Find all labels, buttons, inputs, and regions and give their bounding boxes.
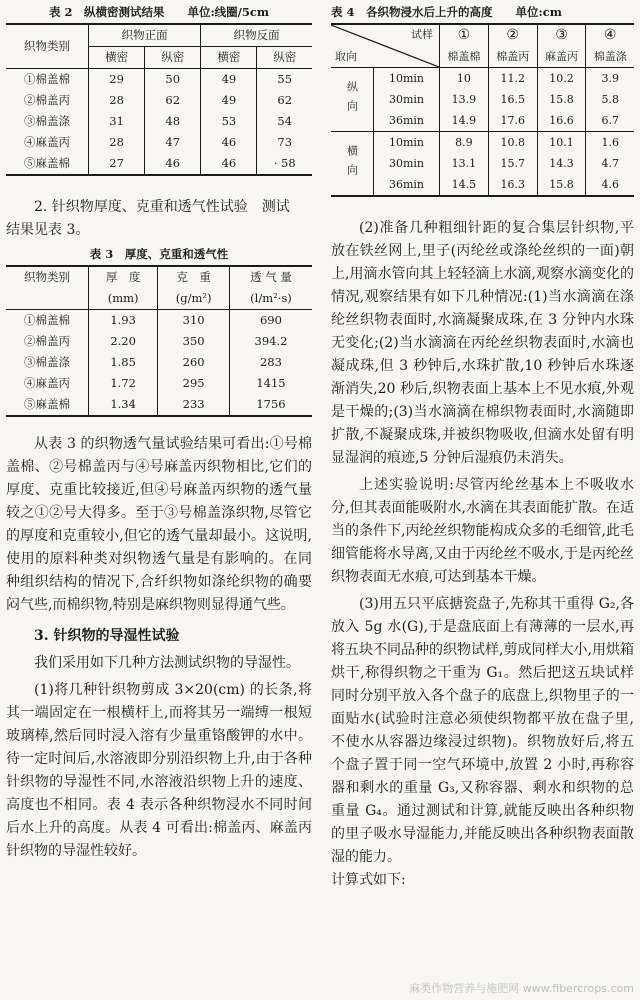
table3-cell: 1756 <box>256 397 286 411</box>
table4-cell: 16.6 <box>537 110 586 132</box>
table4-group-label: 横向 <box>331 132 374 197</box>
table3-cell: ⑤麻盖棉 <box>6 394 89 416</box>
table3-cell: ③棉盖涤 <box>6 352 89 373</box>
table4-cell: 3.9 <box>601 72 619 85</box>
table2-cell: 27 <box>89 153 145 175</box>
table2-cell: 55 <box>277 72 293 86</box>
table4-sample-name: 棉盖涤 <box>586 46 634 68</box>
table2-cell: ②棉盖丙 <box>6 90 89 111</box>
table4-sample-name: 麻盖丙 <box>537 46 586 68</box>
table4-sample-name: 棉盖丙 <box>488 46 537 68</box>
method2-paragraph: (2)准备几种粗细针距的复合集层针织物,平放在铁丝网上,里子(丙纶丝或涤纶丝织的一面)朝上,用滴水管向其上轻轻滴上水滴,观察水滴变化的情况,观察结果有如下几种情况:(1)当水滴滴在涤纶丝织物表面时,水滴凝聚成珠,在 3 分钟内水珠无变化;(2)当水滴滴在丙纶丝织物表面时,水滴也凝成珠,但 3 秒钟后,水珠扩散,10 秒钟后水珠逐渐消失,20 秒后,织物表面上基本上不见水痕,外观是干燥的;(3)当水滴滴在棉织物表面时,水滴随即扩散,不凝聚成珠,并被织物吸收,但滴水处留有明显湿润的痕迹,5 分钟后湿痕仍未消失。 <box>331 220 634 466</box>
site-watermark: 麻类作物营养与施肥网 www.fibercrops.com <box>409 982 634 995</box>
table2-cell: 47 <box>145 132 201 153</box>
table2-header-front: 织物正面 <box>89 24 201 47</box>
table2-header-heng-back: 横密 <box>201 47 257 69</box>
table3-header-weight-unit: (g/m²) <box>158 288 230 310</box>
table4-group-label: 纵向 <box>331 68 374 132</box>
table3-cell: 233 <box>158 394 230 416</box>
table2-cell: 46 <box>201 132 257 153</box>
table3-header-thickness: 厚 度 <box>89 266 158 288</box>
table3-analysis-paragraph: 从表 3 的织物透气量试验结果可看出:①号棉盖棉、②号棉盖丙与④号麻盖丙织物相比,它们的厚度、克重比较接近,但④号麻盖丙织物的透气量较之①②号大得多。至于③号棉盖涤织物,尽管它的厚度和克重较小,但它的透气量却最小。这说明,使用的原料种类对织物透气量是有影响的。在同种组织结构的情况下,合纤织物如涤纶织物的确要闷气些,而棉织物,特别是麻织物则显得通气些。 <box>6 436 312 613</box>
section3-title: 3. 针织物的导湿性试验 <box>34 628 180 644</box>
table2-cell: 73 <box>277 135 293 149</box>
conclusion-paragraph: 上述实验说明:尽管丙纶丝基本上不吸收水分,但其表面能吸附水,水滴在其表面能扩散。在适当的条件下,丙纶丝织物能构成众多的毛细管,此毛细管能将水导离,又由于丙纶丝不吸水,于是丙纶丝织物表面无水痕,可达到基本干燥。 <box>331 477 634 585</box>
table4-cell: 14.3 <box>537 153 586 174</box>
table2-cell: 28 <box>89 132 145 153</box>
table4-cell: 5.8 <box>601 93 619 106</box>
table3-cell: 1.85 <box>89 352 158 373</box>
table2-cell: ④麻盖丙 <box>6 132 89 153</box>
table4-cell: 11.2 <box>488 68 537 90</box>
table4-time: 36min <box>374 110 440 132</box>
table2-cell: 53 <box>201 111 257 132</box>
section2-title: 2. 针织物厚度、克重和透气性试验 测试 <box>34 199 290 215</box>
table3-cell: 350 <box>158 331 230 352</box>
table3-header-permeability: 透 气 量 <box>250 270 292 284</box>
calc-formula-intro: 计算式如下: <box>331 872 406 888</box>
table4-time: 36min <box>374 174 440 196</box>
table4-cell: 4.7 <box>601 157 619 170</box>
table2-cell: 54 <box>277 114 293 128</box>
table3 <box>6 265 312 417</box>
table4-cell: 15.8 <box>537 174 586 196</box>
table2-header-zong-front: 纵密 <box>145 47 201 69</box>
table4-cell: 14.9 <box>440 110 489 132</box>
table4-cell: 13.1 <box>440 153 489 174</box>
table4-cell: 13.9 <box>440 89 489 110</box>
method1-paragraph: (1)将几种针织物剪成 3×20(cm) 的长条,将其一端固定在一根横杆上,而将其另一端缚一根短玻璃棒,然后同时浸入溶有少量重铬酸钾的水中。待一定时间后,水溶液即分别沿织物上升,由于各种针织物的导湿性不同,水溶液沿织物上升的速度、高度也不相同。表 4 表示各种织物浸水不同时间后水上升的高度。从表 4 可看出:棉盖丙、麻盖丙针织物的导湿性较好。 <box>6 682 312 859</box>
table2-header-zong-back: 纵密 <box>257 47 312 69</box>
table3-cell: 2.20 <box>89 331 158 352</box>
table2-caption: 表 2 纵横密测试结果 单位:线圈/5cm <box>48 5 270 19</box>
table4-cell: 15.8 <box>537 89 586 110</box>
table2-cell: ①棉盖棉 <box>6 69 89 91</box>
section2-heading <box>6 196 312 242</box>
table3-cell: 1415 <box>256 376 286 390</box>
method3-paragraph: (3)用五只平底搪瓷盘子,先称其干重得 G₂,各放入 5g 水(G),于是盘底面上有薄薄的一层水,再将五块不同品种的织物试样,剪成同样大小,用烘箱烘干,称得织物之干重为 G₁。然后把这五块试样同时分别平放入各个盘子的底盘上,织物里子的一面贴水(试验时注意必须使织物都平放在盘子里,不使水从容器边缘浸过织物)。织物放好后,将五个盘子置于同一空气环境中,放置 2 小时,再称容器和剩水的重量 G₃,又称容器、剩水和织物的总重量 G₄。通过测试和计算,就能反映出各种织物的里子吸水导湿能力,并能反映出各种织物表面散湿的能力。 <box>331 596 634 865</box>
table4-cell: 15.7 <box>488 153 537 174</box>
table4-cell: 17.6 <box>488 110 537 132</box>
table4-cell: 1.6 <box>601 136 619 149</box>
left-column <box>6 0 312 863</box>
table3-cell: 310 <box>158 310 230 332</box>
table3-cell: 295 <box>158 373 230 394</box>
table2-cell: 49 <box>201 90 257 111</box>
table4-time: 10min <box>374 68 440 90</box>
table3-caption: 表 3 厚度、克重和透气性 <box>89 247 229 261</box>
table2-cell: 46 <box>201 153 257 175</box>
table3-cell: 394.2 <box>254 334 288 348</box>
section3-intro: 我们采用如下几种方法测试织物的导湿性。 <box>34 655 300 671</box>
table3-cell: 1.34 <box>89 394 158 416</box>
table2 <box>6 23 312 176</box>
table4-cell: 10.8 <box>488 132 537 154</box>
table2-cell: ③棉盖涤 <box>6 111 89 132</box>
table4-time: 30min <box>374 89 440 110</box>
table4-cell: 14.5 <box>440 174 489 196</box>
table2-cell: 62 <box>145 90 201 111</box>
table3-header-type-unit <box>6 288 89 310</box>
table4-cell: 8.9 <box>440 132 489 154</box>
table4-sample-number: ③ <box>537 24 586 46</box>
table4-sample-name: 棉盖棉 <box>440 46 489 68</box>
table4-cell: 4.6 <box>601 178 619 191</box>
table4-sample-number: ① <box>440 24 489 46</box>
table2-cell: 46 <box>145 153 201 175</box>
table4-cell: 16.5 <box>488 89 537 110</box>
table2-cell: 49 <box>201 69 257 91</box>
table2-header-type: 织物类别 <box>6 24 89 69</box>
table2-header-back: 织物反面 <box>201 24 312 47</box>
section2-title-line2: 结果见表 3。 <box>6 222 90 238</box>
table3-cell: ①棉盖棉 <box>6 310 89 332</box>
table2-cell: · 58 <box>273 156 296 170</box>
table3-cell: 260 <box>158 352 230 373</box>
table3-header-weight: 克 重 <box>158 266 230 288</box>
table3-cell: ②棉盖丙 <box>6 331 89 352</box>
table3-header-type: 织物类别 <box>6 266 89 288</box>
table4-cell: 10.1 <box>537 132 586 154</box>
table3-cell: 1.93 <box>89 310 158 332</box>
table4-cell: 10.2 <box>537 68 586 90</box>
table4-time: 30min <box>374 153 440 174</box>
table3-cell: 1.72 <box>89 373 158 394</box>
table3-cell: 283 <box>259 355 282 369</box>
table2-cell: 48 <box>145 111 201 132</box>
table4-sample-number: ② <box>488 24 537 46</box>
table3-header-thickness-unit: (mm) <box>89 288 158 310</box>
table4-time: 10min <box>374 132 440 154</box>
table4-corner-direction-label: 取向 <box>335 50 357 63</box>
right-column <box>331 0 634 892</box>
table2-cell: 28 <box>89 90 145 111</box>
table2-cell: 29 <box>89 69 145 91</box>
table2-cell: ⑤麻盖棉 <box>6 153 89 175</box>
table3-header-permeability-unit: (l/m²·s) <box>229 288 312 310</box>
table4-corner-cell <box>331 24 440 68</box>
table4 <box>331 23 634 197</box>
table4-cell: 16.3 <box>488 174 537 196</box>
table4-caption: 表 4 各织物浸水后上升的高度 单位:cm <box>331 5 562 19</box>
table2-header-heng-front: 横密 <box>89 47 145 69</box>
table3-cell: 690 <box>259 313 282 327</box>
table2-cell: 31 <box>89 111 145 132</box>
table4-cell: 10 <box>440 68 489 90</box>
table4-cell: 6.7 <box>586 110 634 132</box>
table2-cell: 62 <box>277 93 293 107</box>
table4-sample-number: ④ <box>603 27 617 43</box>
table4-corner-sample-label: 试样 <box>411 28 434 41</box>
table3-cell: ④麻盖丙 <box>6 373 89 394</box>
table2-cell: 50 <box>145 69 201 91</box>
